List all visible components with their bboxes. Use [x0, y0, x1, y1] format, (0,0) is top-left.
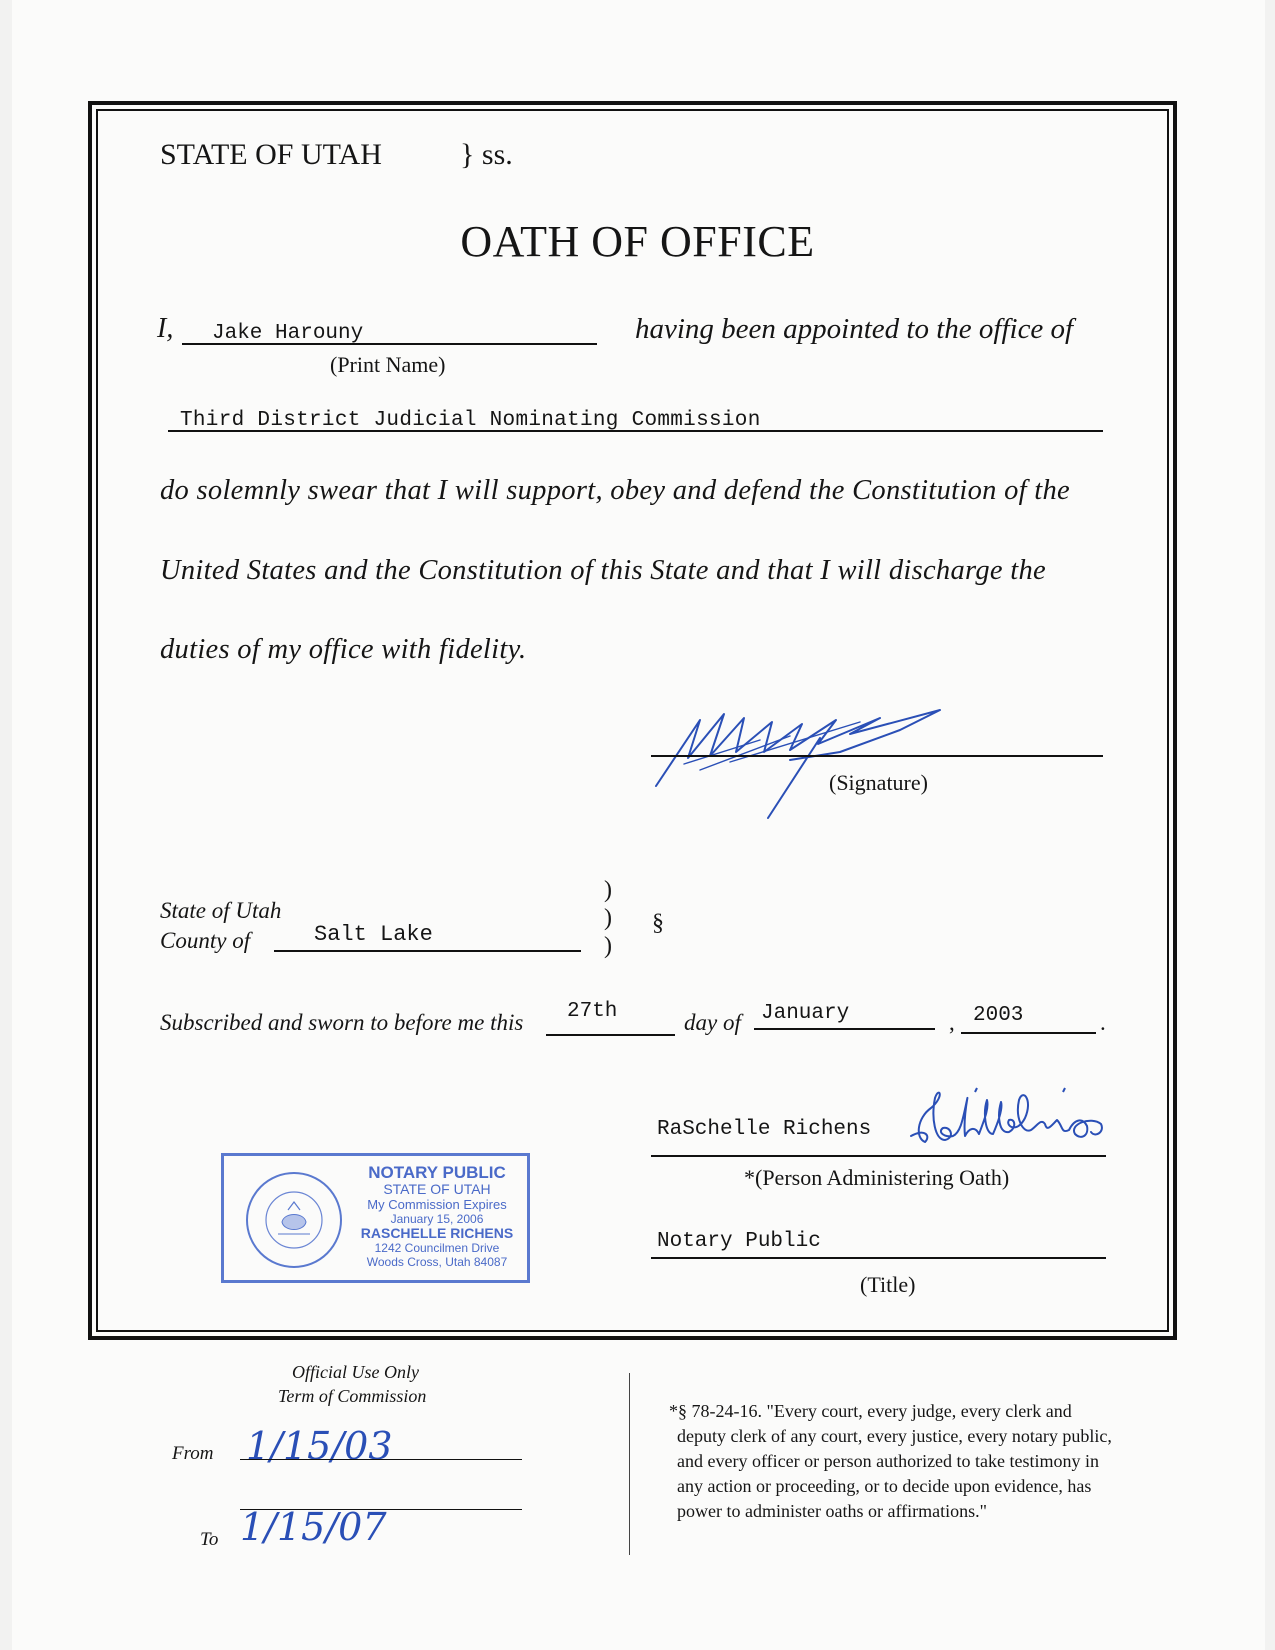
to-date: 1/15/07 — [240, 1505, 387, 1549]
to-label: To — [200, 1529, 219, 1550]
official-use-heading: Official Use Only — [292, 1362, 419, 1382]
administrator-name: RaSchelle Richens — [657, 1118, 872, 1141]
statute-line-5: power to administer oaths or affirmations." — [677, 1501, 987, 1521]
name-line — [182, 343, 597, 345]
stamp-line-7: Woods Cross, Utah 84087 — [366, 1255, 508, 1269]
year-line — [961, 1032, 1096, 1034]
jurat-year: 2003 — [973, 1004, 1024, 1027]
jurat-day: 27th — [567, 1000, 618, 1023]
subscribed-text: Subscribed and sworn to before me this — [160, 1010, 524, 1035]
section-symbol: § — [652, 910, 664, 936]
signature-caption: (Signature) — [829, 770, 928, 795]
state-seal — [246, 1172, 342, 1268]
administrator-line — [651, 1155, 1106, 1157]
venue-county: Salt Lake — [314, 922, 433, 947]
jurat-period: . — [1100, 1010, 1106, 1035]
day-line — [546, 1034, 675, 1036]
title-line — [651, 1257, 1106, 1259]
administrator-title: Notary Public — [657, 1230, 821, 1253]
title-caption: (Title) — [860, 1272, 916, 1297]
stamp-line-2: STATE OF UTAH — [383, 1181, 491, 1197]
notary-stamp — [221, 1153, 530, 1283]
ss-marker: } ss. — [460, 138, 513, 171]
stamp-line-6: 1242 Councilmen Drive — [374, 1241, 500, 1255]
from-date: 1/15/03 — [246, 1424, 393, 1468]
stamp-line-5: RASCHELLE RICHENS — [360, 1225, 514, 1241]
state-heading: STATE OF UTAH — [160, 138, 382, 171]
stamp-line-3: My Commission Expires — [367, 1197, 507, 1212]
print-name-caption: (Print Name) — [330, 352, 446, 377]
statute-line-4: any action or proceeding, or to decide upon evidence, has — [677, 1476, 1092, 1496]
venue-paren-2: ) — [604, 905, 612, 931]
oath-line-3: duties of my office with fidelity. — [160, 634, 527, 665]
oath-line-2: United States and the Constitution of this State and that I will discharge the — [160, 555, 1047, 586]
day-of-text: day of — [684, 1010, 741, 1035]
venue-paren-3: ) — [604, 933, 612, 959]
jurat-comma: , — [949, 1010, 955, 1035]
oath-line-1: do solemnly swear that I will support, obey and defend the Constitution of the — [160, 475, 1071, 506]
signature-line — [651, 755, 1103, 757]
oath-prefix: I, — [157, 313, 174, 344]
county-line — [274, 950, 581, 952]
from-label: From — [172, 1443, 214, 1464]
month-line — [754, 1028, 935, 1030]
office-name: Third District Judicial Nominating Commission — [180, 409, 761, 432]
stamp-line-1: NOTARY PUBLIC — [368, 1163, 506, 1182]
statute-line-1: *§ 78-24-16. "Every court, every judge, every clerk and — [669, 1401, 1072, 1421]
stamp-line-4: January 15, 2006 — [390, 1212, 484, 1226]
appointee-name: Jake Harouny — [212, 322, 364, 345]
to-line — [240, 1509, 522, 1510]
venue-county-label: County of — [160, 928, 251, 953]
statute-line-2: deputy clerk of any court, every justice, every notary public, — [677, 1426, 1112, 1446]
office-line — [168, 430, 1103, 432]
venue-paren-1: ) — [604, 877, 612, 903]
appointed-text: having been appointed to the office of — [635, 313, 1074, 345]
jurat-month: January — [761, 1002, 850, 1025]
column-divider — [629, 1373, 630, 1555]
term-heading: Term of Commission — [278, 1386, 427, 1406]
document-title: OATH OF OFFICE — [460, 217, 815, 266]
venue-state: State of Utah — [160, 898, 282, 923]
administrator-caption: *(Person Administering Oath) — [744, 1165, 1010, 1190]
appointee-signature — [640, 700, 980, 820]
statute-line-3: and every officer or person authorized to take testimony in — [677, 1451, 1100, 1471]
from-line — [240, 1459, 522, 1460]
